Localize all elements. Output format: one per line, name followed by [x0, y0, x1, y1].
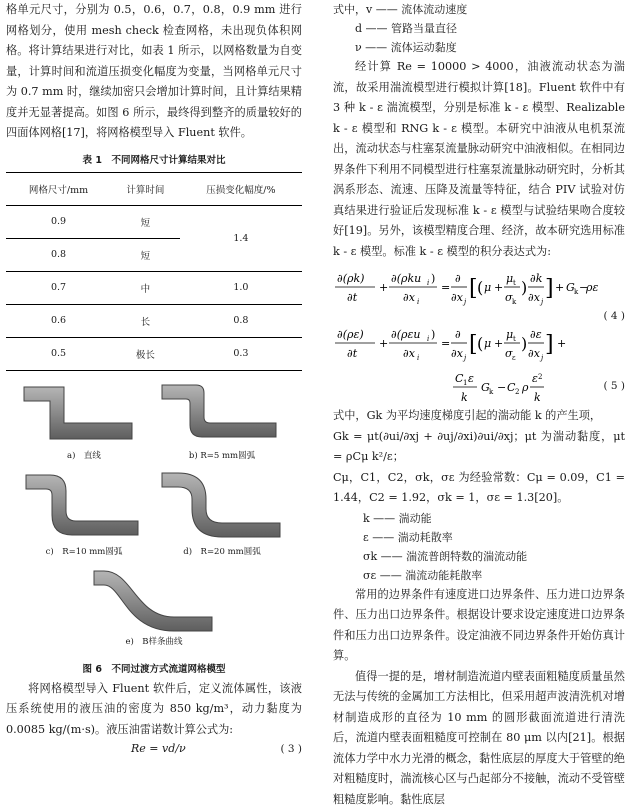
- svg-text:[: [: [469, 332, 478, 357]
- svg-text:∂(ρεu: ∂(ρεu: [391, 328, 420, 341]
- table-header-pressure: 压损变化幅度/%: [180, 172, 302, 205]
- svg-text:j: j: [462, 298, 467, 306]
- svg-text:k: k: [489, 388, 494, 396]
- svg-text:∂t: ∂t: [347, 347, 358, 360]
- subfigure-label-c: c) R=10 mm圆弧: [20, 545, 148, 557]
- svg-text:σ: σ: [505, 291, 513, 304]
- table-cell-time: 极长: [111, 337, 180, 370]
- svg-text:]: ]: [545, 276, 554, 301]
- svg-text:G: G: [566, 281, 575, 294]
- svg-text:+: +: [379, 337, 388, 350]
- svg-text:ε: ε: [512, 354, 516, 362]
- svg-text:i: i: [427, 279, 429, 287]
- table-1: [6, 172, 302, 371]
- svg-text:): ): [431, 328, 435, 341]
- svg-text:i: i: [417, 354, 419, 362]
- table-cell-pressure: 0.3: [180, 337, 302, 370]
- figure-6-caption: 图 6 不同过渡方式流道网格模型: [6, 661, 302, 675]
- svg-text:k: k: [574, 288, 579, 296]
- svg-text:+: +: [379, 281, 388, 294]
- svg-text:∂(ρku: ∂(ρku: [391, 272, 421, 285]
- table-header-size: 网格尺寸/mm: [6, 172, 111, 205]
- svg-text:j: j: [539, 298, 544, 306]
- mesh-model-r10: [20, 467, 148, 557]
- right-paragraph-2: 式中，Gk 为平均速度梯度引起的湍动能 k 的产生项，: [333, 406, 625, 427]
- subfigure-label-d: d) R=20 mm圆弧: [156, 545, 288, 557]
- svg-text:−: −: [579, 281, 588, 294]
- svg-text:∂(ρε): ∂(ρε): [337, 328, 364, 341]
- left-column: [6, 0, 302, 755]
- equation-5-number: ( 5 ): [333, 380, 625, 392]
- svg-text:): ): [521, 278, 527, 297]
- svg-text:+: +: [494, 281, 503, 294]
- equation-5: [333, 324, 625, 392]
- table-cell-size: 0.6: [6, 304, 111, 337]
- svg-text:∂t: ∂t: [347, 291, 358, 304]
- gk-definition: Gk = μt(∂ui/∂xj + ∂uj/∂xi)∂ui/∂xj；μt 为湍动黏度，μt = ρCμ k²/ε；: [333, 427, 625, 468]
- svg-text:ε: ε: [468, 372, 474, 385]
- variable-definitions-top: [333, 0, 625, 57]
- svg-text:[: [: [469, 276, 478, 301]
- svg-text:]: ]: [545, 332, 554, 357]
- table-row: [6, 271, 302, 304]
- svg-text:∂: ∂: [455, 272, 461, 285]
- svg-text:(: (: [477, 334, 483, 353]
- svg-text:∂k: ∂k: [530, 272, 543, 285]
- svg-text:k: k: [534, 391, 541, 404]
- svg-text:∂x: ∂x: [528, 291, 541, 304]
- svg-text:∂x: ∂x: [528, 347, 541, 360]
- equation-5-formula: [333, 324, 595, 406]
- svg-text:j: j: [462, 354, 467, 362]
- svg-text:∂(ρk): ∂(ρk): [337, 272, 364, 285]
- table-cell-size: 0.5: [6, 337, 111, 370]
- subfigure-label-e: e) B样条曲线: [88, 635, 220, 647]
- left-paragraph-2: 将网格模型导入 Fluent 软件后，定义流体属性，该液压系统使用的液压油的密度为 850 kg/m³，动力黏度为 0.0085 kg/(m·s)。液压油雷诺数计算公式为:: [6, 679, 302, 741]
- svg-text:σ: σ: [505, 347, 513, 360]
- equation-4-formula: [333, 266, 595, 312]
- definition-line: σε —— 湍流动能耗散率: [363, 566, 625, 585]
- svg-text:2: 2: [515, 388, 519, 396]
- svg-text:t: t: [513, 335, 516, 343]
- table-cell-pressure: 1.4: [180, 205, 302, 271]
- svg-text:k: k: [461, 391, 468, 404]
- svg-text:+: +: [557, 337, 566, 350]
- svg-text:∂ε: ∂ε: [530, 328, 542, 341]
- svg-text:∂x: ∂x: [451, 347, 464, 360]
- table-cell-size: 0.9: [6, 205, 111, 238]
- variable-definitions-bottom: [333, 509, 625, 585]
- subfigure-label-a: a) 直线: [20, 449, 148, 461]
- svg-text:μ: μ: [506, 328, 513, 341]
- table-cell-size: 0.7: [6, 271, 111, 304]
- table-1-caption: 表 1 不同网格尺寸计算结果对比: [6, 152, 302, 166]
- svg-text:C: C: [507, 381, 516, 394]
- subfigure-label-b: b) R=5 mm圆弧: [156, 449, 288, 461]
- right-paragraph-3: 常用的边界条件有速度进口边界条件、压力进口边界条件、压力出口边界条件。根据设计要求设定速度进口边界条件和压力出口边界条件。设定油液不同边界条件开始仿真计算。: [333, 585, 625, 667]
- right-paragraph-4: 值得一提的是，增材制造流道内壁表面粗糙度质量虽然无法与传统的金属加工方法相比，但采用超声波清洗机对增材制造成形的直径为 10 mm 的圆形截面流道进行清洗后，流道内壁表面粗糙度可控制在 80 μm 以内[21]。根据流体力学中水力光滑的概念，黏性底层的厚度大于管壁的绝对粗糙度时，湍流核心区与凸起部分不接触，流动不受管壁粗糙度影响。黏性底层: [333, 667, 625, 810]
- svg-text:∂: ∂: [455, 328, 461, 341]
- table-cell-pressure: 0.8: [180, 304, 302, 337]
- svg-text:k: k: [512, 298, 517, 306]
- svg-text:ε: ε: [532, 372, 538, 385]
- right-column: [333, 0, 625, 810]
- svg-text:μ: μ: [506, 272, 513, 285]
- equation-3-number: ( 3 ): [280, 743, 302, 755]
- table-cell-time: 短: [111, 205, 180, 238]
- table-cell-pressure: 1.0: [180, 271, 302, 304]
- svg-text:μ: μ: [484, 337, 491, 350]
- svg-text:∂x: ∂x: [451, 291, 464, 304]
- svg-text:ρ: ρ: [521, 381, 529, 394]
- left-paragraph-1: 格单元尺寸，分别为 0.5，0.6，0.7，0.8，0.9 mm 进行网格划分，使用 mesh check 检查网格，未出现负体积网格。将计算结果进行对比，如表 1 所示，以网格数量为自变量，计算时间和流道压损变化幅度为变量，当网格单元尺寸为 0.7 mm 时，继续加密只会增加计算时间，且计算结果精度并无显著提高。如图 6 所示，最终得到整齐的质量较好的四面体网格[17]，将网格模型导入 Fluent 软件。: [6, 0, 302, 144]
- definition-line: ν —— 流体运动黏度: [333, 38, 625, 57]
- mesh-model-bspline: [88, 563, 220, 647]
- empirical-constants: Cμ，C1，C2，σk，σε 为经验常数：Cμ = 0.09，C1 = 1.44，C2 = 1.92，σk = 1，σε = 1.3[20]。: [333, 468, 625, 509]
- mesh-model-r20: [156, 467, 288, 557]
- right-paragraph-1: 经计算 Re = 10000 > 4000，油液流动状态为湍流，故采用湍流模型进行模拟计算[18]。Fluent 软件中有 3 种 k - ε 湍流模型，分别是标准 k - ε 模型、Realizable k - ε 模型和 RNG k - ε 模型。本研究中油液从电机泵流出，流动状态与柱塞泵流量脉动研究中油液相似。在相同边界条件下利用不同模型进行柱塞泵流量脉动研究时，分析其涡系形态、流速、压降及流量等特征，结合 PIV 试验对仿真结果进行验证后发现标准 k - ε 模型与试验结果吻合度较好[19]。另外，该模型精度合理、经济，故本研究选用标准 k - ε 模型。标准 k - ε 模型的积分表达式为:: [333, 57, 625, 262]
- mesh-model-straight: [20, 379, 148, 461]
- table-cell-time: 短: [111, 238, 180, 271]
- definition-line: k —— 湍动能: [363, 509, 625, 528]
- svg-text:∂x: ∂x: [403, 347, 416, 360]
- svg-text:j: j: [539, 354, 544, 362]
- svg-text:2: 2: [538, 373, 542, 381]
- table-row: [6, 304, 302, 337]
- svg-text:): ): [431, 272, 435, 285]
- equation-3: [6, 742, 302, 755]
- svg-text:+: +: [494, 337, 503, 350]
- table-row: [6, 337, 302, 370]
- svg-text:+: +: [555, 281, 564, 294]
- svg-text:): ): [521, 334, 527, 353]
- table-cell-time: 中: [111, 271, 180, 304]
- equation-4-number: ( 4 ): [333, 310, 625, 322]
- svg-text:−: −: [497, 381, 506, 394]
- svg-text:i: i: [417, 298, 419, 306]
- definition-line: σk —— 湍流普朗特数的湍流动能: [363, 547, 625, 566]
- figure-6: [6, 379, 302, 653]
- svg-text:C: C: [455, 372, 464, 385]
- table-row: [6, 205, 302, 238]
- svg-text:i: i: [427, 335, 429, 343]
- svg-text:μ: μ: [484, 281, 491, 294]
- svg-text:∂x: ∂x: [403, 291, 416, 304]
- equation-4: [333, 266, 625, 312]
- definition-line: d —— 管路当量直径: [333, 19, 625, 38]
- svg-text:ρε: ρε: [585, 281, 598, 294]
- svg-text:G: G: [481, 381, 490, 394]
- svg-text:(: (: [477, 278, 483, 297]
- definition-line: ε —— 湍动耗散率: [363, 528, 625, 547]
- svg-text:=: =: [441, 337, 450, 350]
- table-header-time: 计算时间: [111, 172, 180, 205]
- mesh-model-r5: [156, 379, 288, 461]
- table-cell-time: 长: [111, 304, 180, 337]
- svg-text:t: t: [513, 279, 516, 287]
- definition-line: 式中，v —— 流体流动速度: [333, 0, 625, 19]
- svg-text:=: =: [441, 281, 450, 294]
- table-cell-size: 0.8: [6, 238, 111, 271]
- equation-3-body: Re = vd/ν: [131, 742, 186, 755]
- svg-text:1: 1: [463, 379, 467, 387]
